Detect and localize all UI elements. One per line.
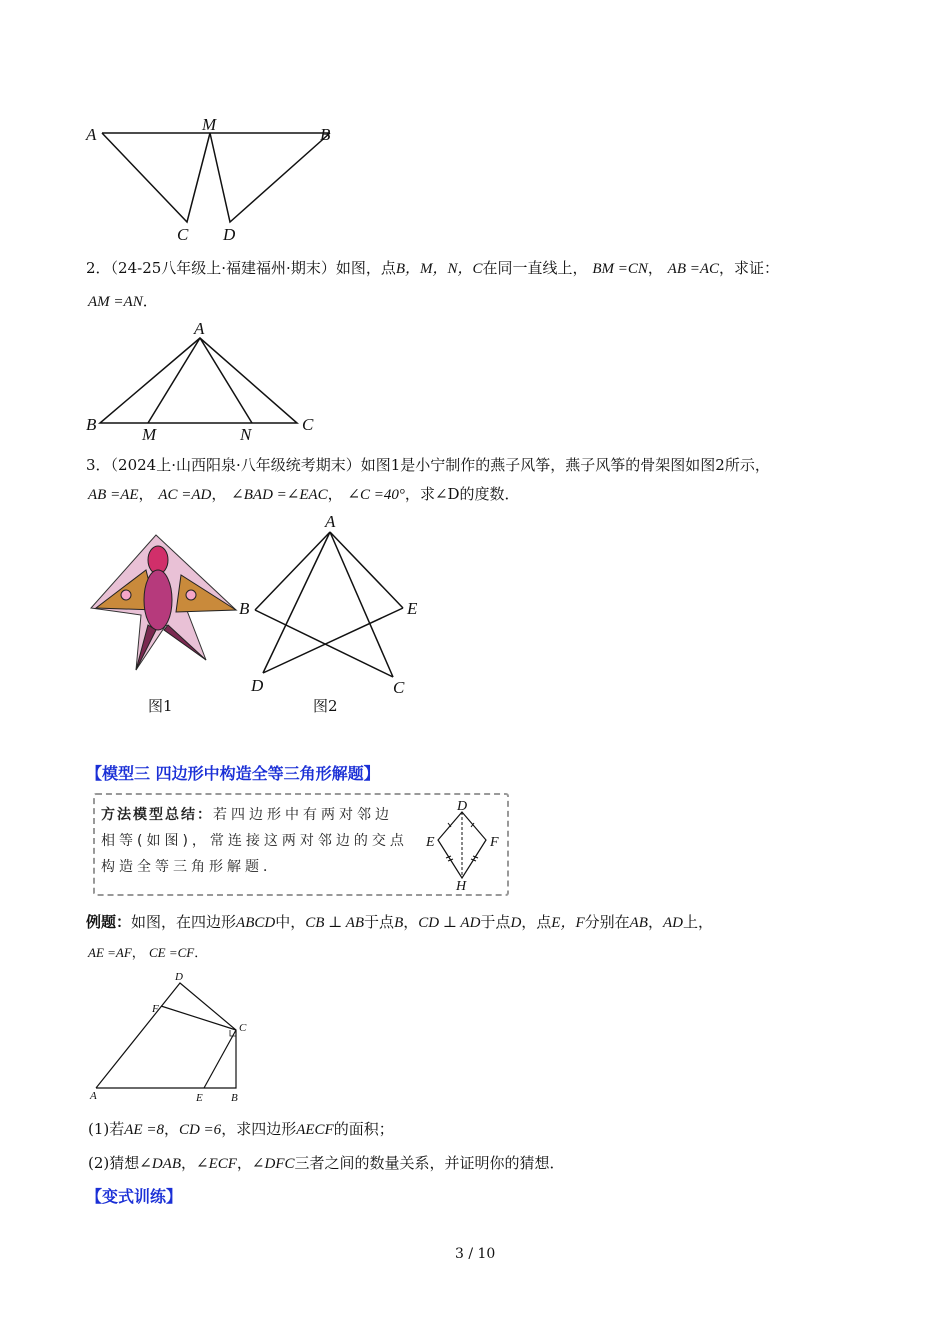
label-B: B [239,599,250,618]
example-line1: 例题：如图，在四边形ABCD中，CB ⊥ AB于点B，CD ⊥ AD于点D，点E，F分别在AB，AD上， [86,913,713,931]
label-N: N [240,425,252,443]
label-C: C [239,1022,247,1034]
label-B: B [231,1092,238,1104]
page-number: 3 / 10 [455,1246,496,1262]
method-summary-box [93,793,509,896]
label-D: D [251,676,264,695]
figure-amb-cd [80,110,350,245]
label-D: D [457,800,468,814]
summary-label: 方法模型总结： [101,807,213,823]
question-3-line2: AB =AE， AC =AD， ∠BAD =∠EAC， ∠C =40°，求∠D的度数． [88,485,520,503]
label-B: B [86,415,97,434]
question-3-line1: 3．（2024上·山西阳泉·八年级统考期末）如图1是小宁制作的燕子风筝，燕子风筝的骨架图如图2所示， [86,456,770,474]
label-F: F [490,835,499,850]
label-E: E [196,1092,203,1104]
swallow-kite-illustration [86,530,246,675]
label-A: A [90,1090,97,1102]
label-F: F [152,1003,159,1015]
label-M: M [202,115,217,134]
label-B: B [320,125,331,144]
label-D: D [223,225,236,244]
method-summary-text: 方法模型总结：若四边形中有两对邻边 相等(如图)，常连接这两对邻边的交点 构造全等三角形解题． [101,807,408,875]
variant-training-heading: 【变式训练】 [86,1187,183,1206]
model-3-heading: 【模型三 四边形中构造全等三角形解题】 [86,764,380,783]
kite-diagram [420,800,508,892]
label-C: C [302,415,314,434]
label-E: E [407,599,418,618]
label-A: A [194,319,205,338]
label-A: A [86,125,97,144]
label-M: M [142,425,157,443]
example-part-2: (2)猜想∠DAB，∠ECF，∠DFC三者之间的数量关系，并证明你的猜想． [88,1154,565,1172]
label-C: C [177,225,189,244]
question-2-line1: 2．（24-25八年级上·福建福州·期末）如图，点B，M，N，C在同一直线上， BM =CN， AB =AC，求证： [86,259,780,277]
label-H: H [456,879,467,892]
example-line2: AE =AF， CE =CF． [88,945,208,961]
example-label: 例题： [86,913,132,931]
figure-2-caption: 图2 [313,697,338,715]
figure-triangle-abc [80,318,320,443]
label-D: D [175,971,183,983]
figure-quadrilateral-abcd [86,968,256,1108]
example-part-1: (1)若AE =8，CD =6，求四边形AECF的面积； [88,1120,394,1138]
label-C: C [393,678,405,695]
question-2-line2: AM =AN． [88,292,158,310]
figure-kite-skeleton [235,510,435,695]
figure-1-caption: 图1 [148,697,173,715]
label-A: A [325,512,336,531]
label-E: E [426,835,435,850]
